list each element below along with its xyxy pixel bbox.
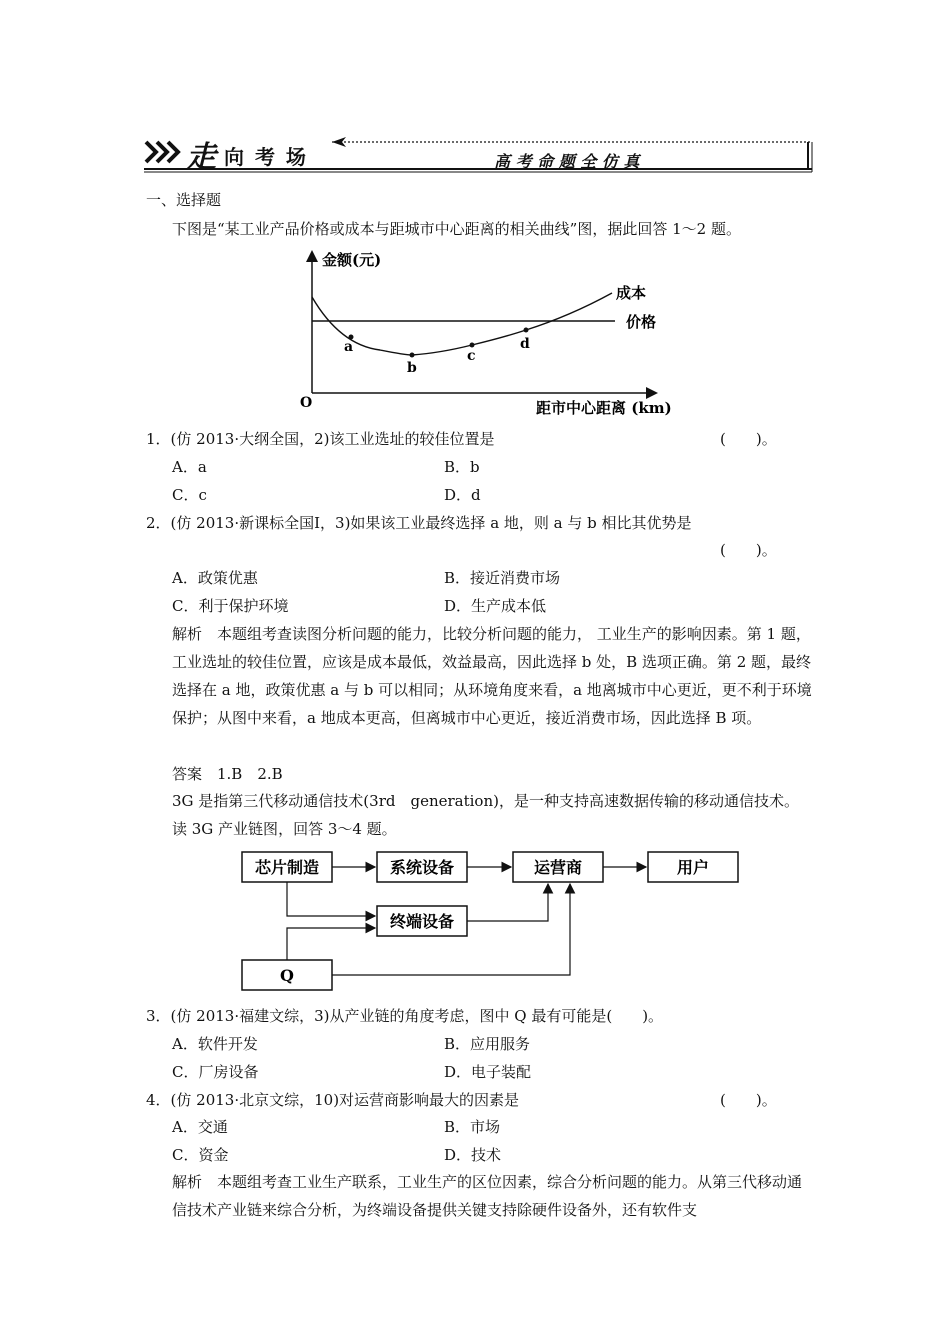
intro-2: 3G 是指第三代移动通信技术(3rd generation)，是一种支持高速数据传输的移动通信技术。读 3G 产业链图，回答 3～4 题。 [172, 792, 799, 838]
q1-stem: 1．(仿 2013·大纲全国，2)该工业选址的较佳位置是 [146, 430, 495, 448]
analysis-2: 解析 本题组考查工业生产联系，工业生产的区位因素，综合分析问题的能力。从第三代移动通信技术产业链来综合分析，为终端设备提供关键支持除硬件设备外，还有软件支 [172, 1173, 803, 1219]
cost-price-chart [290, 245, 690, 420]
q4-bracket: ( )。 [720, 1091, 777, 1109]
q3-option-c: C．厂房设备 [172, 1063, 259, 1081]
point-b [410, 353, 415, 358]
intro-1: 下图是“某工业产品价格或成本与距城市中心距离的相关曲线”图，据此回答 1～2 题。 [172, 220, 741, 238]
industry-chain-diagram [230, 843, 750, 993]
series-price-label: 价格 [626, 313, 657, 331]
box-terminal-label: 终端设备 [389, 912, 455, 931]
q4-option-b: B．市场 [444, 1118, 501, 1136]
q2-stem: 2．(仿 2013·新课标全国Ⅰ，3)如果该工业最终选择 a 地，则 a 与 b 相比其优势是 [146, 514, 692, 532]
q1-option-b: B．b [444, 458, 480, 476]
label-b: b [407, 360, 417, 376]
banner-title: 向 考 场 [224, 145, 308, 169]
label-d: d [520, 336, 530, 352]
q2-option-c: C．利于保护环境 [172, 597, 289, 615]
box-user-label: 用户 [676, 858, 710, 877]
q3-option-b: B．应用服务 [444, 1035, 531, 1053]
x-axis-label: 距市中心距离 (km) [536, 399, 672, 417]
answer-1: 答案 1.B 2.B [172, 765, 283, 783]
label-c: c [467, 348, 476, 364]
origin-label: O [300, 395, 313, 411]
q4-option-c: C．资金 [172, 1146, 229, 1164]
analysis-1: 解析 本题组考查读图分析问题的能力，比较分析问题的能力， 工业生产的影响因素。第 1 题，工业选址的较佳位置，应该是成本最低，效益最高，因此选择 b 处，B 选项正确。第 2 题，最终选择在 a 地，政策优惠 a 与 b 可以相同；从环境角度来看，a 地离城市中心更近，更不利于环境保护；从图中来看，a 地成本更高，但离城市中心更近，接近消费市场，因此选择 B 项。 [172, 625, 812, 727]
banner-subtitle: 高 考 命 题 全 仿 真 [494, 152, 640, 171]
box-chip-label: 芯片制造 [254, 858, 320, 877]
box-q-label: Q [280, 966, 294, 985]
box-operator-label: 运营商 [533, 858, 583, 877]
q2-option-b: B．接近消费市场 [444, 569, 561, 587]
q4-option-d: D．技术 [444, 1146, 502, 1164]
series-cost-label: 成本 [616, 284, 647, 302]
q3-stem: 3．(仿 2013·福建文综，3)从产业链的角度考虑，图中 Q 最有可能是( )。 [146, 1007, 664, 1025]
q3-option-a: A．软件开发 [172, 1035, 258, 1053]
section-heading: 一、选择题 [146, 191, 222, 209]
q1-bracket: ( )。 [720, 430, 777, 448]
point-d [524, 328, 529, 333]
q1-option-d: D．d [444, 486, 481, 504]
q1-option-c: C．c [172, 486, 207, 504]
banner-mark: 走 [186, 140, 216, 175]
q4-stem: 4．(仿 2013·北京文综，10)对运营商影响最大的因素是 [146, 1091, 520, 1109]
y-axis-label: 金额(元) [322, 251, 382, 269]
q1-option-a: A．a [172, 458, 207, 476]
cost-curve [312, 293, 612, 355]
q2-option-a: A．政策优惠 [172, 569, 258, 587]
label-a: a [344, 339, 354, 355]
q4-option-a: A．交通 [172, 1118, 228, 1136]
q3-option-d: D．电子装配 [444, 1063, 532, 1081]
q2-option-d: D．生产成本低 [444, 597, 547, 615]
q2-bracket: ( )。 [720, 541, 777, 559]
box-system-label: 系统设备 [389, 858, 455, 877]
point-c [470, 343, 475, 348]
